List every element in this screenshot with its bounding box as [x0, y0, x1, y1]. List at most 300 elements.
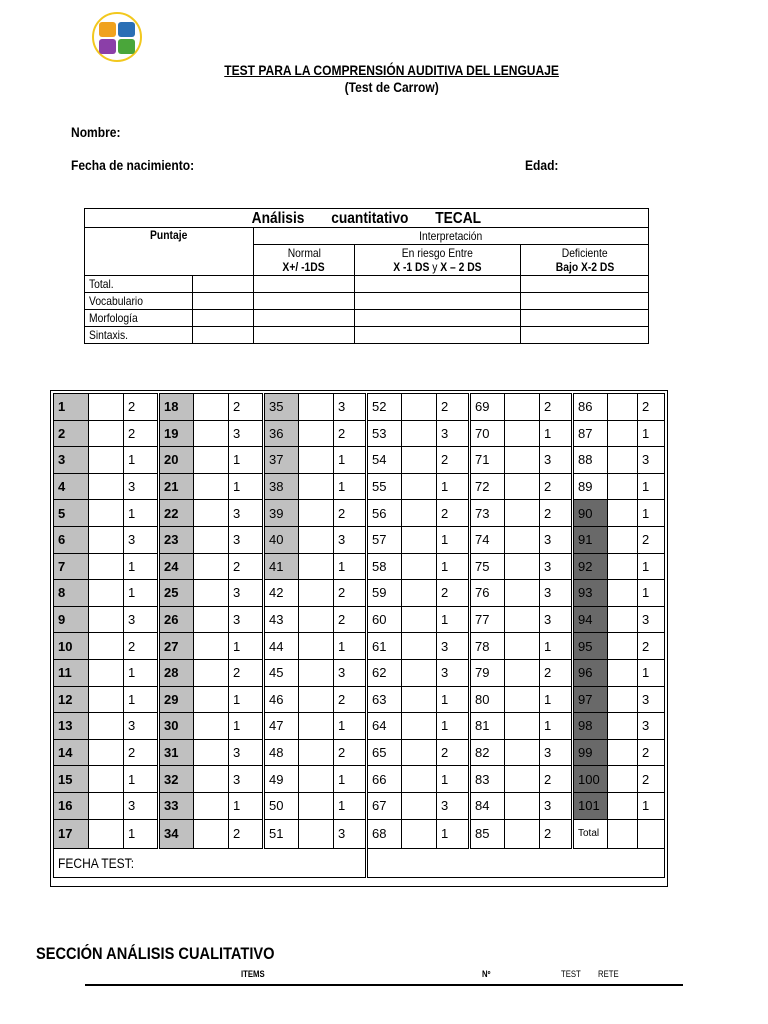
correct-option: 1 [638, 580, 665, 607]
correct-option: 2 [540, 659, 573, 686]
answer-cell[interactable] [299, 766, 334, 793]
answer-cell[interactable] [608, 553, 638, 580]
correct-option: 1 [638, 792, 665, 819]
page-title: TEST PARA LA COMPRENSIÓN AUDITIVA DEL LENGUAJE [224, 62, 560, 78]
answer-cell[interactable] [608, 473, 638, 500]
answer-cell[interactable] [505, 553, 540, 580]
answer-cell[interactable] [402, 500, 437, 527]
answer-cell[interactable] [505, 394, 540, 421]
item-number: 92 [573, 553, 608, 580]
answer-cell[interactable] [402, 739, 437, 766]
analysis-input-cell[interactable] [355, 293, 521, 310]
correct-option: 1 [334, 766, 367, 793]
item-number: 98 [573, 713, 608, 740]
answer-cell[interactable] [608, 500, 638, 527]
answer-cell[interactable] [89, 394, 124, 421]
answer-cell[interactable] [402, 606, 437, 633]
answer-cell[interactable] [402, 553, 437, 580]
item-number: 20 [159, 447, 194, 474]
correct-option: 2 [540, 766, 573, 793]
logo-book-icon [118, 22, 135, 37]
item-number: 29 [159, 686, 194, 713]
analysis-table [84, 208, 649, 344]
item-number: 83 [470, 766, 505, 793]
answer-cell[interactable] [194, 526, 229, 553]
answer-cell[interactable] [194, 473, 229, 500]
correct-option: 2 [638, 633, 665, 660]
correct-option: 1 [124, 553, 159, 580]
correct-option: 2 [638, 766, 665, 793]
analysis-input-cell[interactable] [193, 276, 254, 293]
analysis-input-cell[interactable] [355, 310, 521, 327]
correct-option: 1 [638, 553, 665, 580]
answer-cell[interactable] [608, 686, 638, 713]
riesgo-header: En riesgo Entre X -1 DS y X – 2 DS [355, 245, 521, 276]
correct-option: 2 [437, 394, 470, 421]
correct-option: 1 [437, 766, 470, 793]
item-number: 61 [367, 633, 402, 660]
answer-cell[interactable] [505, 792, 540, 819]
answer-cell[interactable] [402, 659, 437, 686]
correct-option: 2 [229, 819, 264, 848]
answer-cell[interactable] [89, 713, 124, 740]
grid-row [54, 500, 665, 527]
item-number: 86 [573, 394, 608, 421]
answer-cell[interactable] [299, 792, 334, 819]
item-number: 100 [573, 766, 608, 793]
fecha-nacimiento-label: Fecha de nacimiento: [71, 157, 195, 173]
correct-option: 2 [334, 500, 367, 527]
correct-option: 3 [229, 526, 264, 553]
answer-cell[interactable] [89, 792, 124, 819]
answer-cell[interactable] [505, 633, 540, 660]
correct-option: 3 [229, 606, 264, 633]
analysis-input-cell[interactable] [521, 327, 649, 344]
total-label: Total [573, 819, 608, 848]
item-number: 70 [470, 420, 505, 447]
grid-row [54, 713, 665, 740]
answer-cell[interactable] [402, 713, 437, 740]
correct-option: 3 [437, 792, 470, 819]
item-number: 88 [573, 447, 608, 474]
correct-option: 2 [229, 553, 264, 580]
correct-option: 2 [638, 739, 665, 766]
answer-cell[interactable] [299, 526, 334, 553]
correct-option: 1 [124, 447, 159, 474]
item-number: 81 [470, 713, 505, 740]
answer-cell[interactable] [89, 526, 124, 553]
correct-option: 3 [540, 739, 573, 766]
answer-cell[interactable] [299, 633, 334, 660]
item-number: 38 [264, 473, 299, 500]
answer-cell[interactable] [402, 792, 437, 819]
item-number: 94 [573, 606, 608, 633]
item-number: 54 [367, 447, 402, 474]
analysis-row [85, 276, 649, 293]
item-number: 63 [367, 686, 402, 713]
correct-option: 3 [229, 739, 264, 766]
item-number: 18 [159, 394, 194, 421]
analysis-input-cell[interactable] [254, 276, 355, 293]
correct-option: 1 [334, 633, 367, 660]
correct-option: 1 [229, 473, 264, 500]
item-number: 12 [54, 686, 89, 713]
answer-cell[interactable] [299, 420, 334, 447]
item-number: 52 [367, 394, 402, 421]
grid-row [54, 526, 665, 553]
item-number: 6 [54, 526, 89, 553]
page-subtitle: (Test de Carrow) [344, 79, 440, 95]
answer-cell[interactable] [505, 500, 540, 527]
analysis-heading: Análisis cuantitativo TECAL [85, 209, 649, 228]
item-number: 58 [367, 553, 402, 580]
answer-cell[interactable] [194, 606, 229, 633]
correct-option: 2 [437, 447, 470, 474]
answer-cell[interactable] [299, 473, 334, 500]
answer-cell[interactable] [194, 713, 229, 740]
item-number: 53 [367, 420, 402, 447]
answer-cell[interactable] [505, 659, 540, 686]
item-number: 2 [54, 420, 89, 447]
correct-option: 2 [124, 420, 159, 447]
score-grid-table [53, 393, 665, 878]
item-number: 30 [159, 713, 194, 740]
analysis-input-cell[interactable] [254, 293, 355, 310]
answer-cell[interactable] [608, 766, 638, 793]
answer-cell[interactable] [402, 766, 437, 793]
item-number: 74 [470, 526, 505, 553]
answer-cell[interactable] [194, 739, 229, 766]
answer-cell[interactable] [299, 580, 334, 607]
answer-cell[interactable] [299, 553, 334, 580]
answer-cell[interactable] [89, 580, 124, 607]
correct-option: 3 [124, 792, 159, 819]
correct-option: 2 [229, 659, 264, 686]
correct-option: 3 [229, 580, 264, 607]
rete-header: RETE [598, 969, 619, 979]
item-number: 59 [367, 580, 402, 607]
correct-option: 3 [437, 659, 470, 686]
item-number: 78 [470, 633, 505, 660]
correct-option: 3 [638, 447, 665, 474]
correct-option: 1 [334, 447, 367, 474]
answer-cell[interactable] [608, 713, 638, 740]
deficiente-header: Deficiente Bajo X-2 DS [521, 245, 649, 276]
analysis-row-label: Total. [85, 276, 193, 293]
answer-cell[interactable] [608, 792, 638, 819]
correct-option: 1 [638, 420, 665, 447]
item-number: 35 [264, 394, 299, 421]
cualitativo-title: SECCIÓN ANÁLISIS CUALITATIVO [36, 944, 275, 963]
item-number: 3 [54, 447, 89, 474]
correct-option: 2 [334, 686, 367, 713]
answer-cell[interactable] [89, 500, 124, 527]
answer-cell[interactable] [608, 526, 638, 553]
analysis-input-cell[interactable] [355, 276, 521, 293]
score-grid [50, 390, 668, 887]
grid-row [54, 819, 665, 848]
answer-cell[interactable] [194, 633, 229, 660]
correct-option: 1 [437, 473, 470, 500]
answer-cell[interactable] [402, 580, 437, 607]
item-number: 41 [264, 553, 299, 580]
item-number: 69 [470, 394, 505, 421]
correct-option: 2 [437, 739, 470, 766]
answer-cell[interactable] [608, 447, 638, 474]
item-number: 99 [573, 739, 608, 766]
answer-cell[interactable] [194, 394, 229, 421]
answer-cell[interactable] [299, 659, 334, 686]
answer-cell[interactable] [608, 633, 638, 660]
item-number: 65 [367, 739, 402, 766]
analysis-row-label: Sintaxis. [85, 327, 193, 344]
correct-option: 2 [124, 739, 159, 766]
item-number: 43 [264, 606, 299, 633]
answer-cell[interactable] [299, 447, 334, 474]
grid-row [54, 633, 665, 660]
answer-cell[interactable] [505, 606, 540, 633]
grid-row [54, 606, 665, 633]
analysis-input-cell[interactable] [521, 293, 649, 310]
answer-cell[interactable] [194, 792, 229, 819]
item-number: 42 [264, 580, 299, 607]
answer-cell[interactable] [402, 473, 437, 500]
item-number: 49 [264, 766, 299, 793]
correct-option: 3 [437, 420, 470, 447]
item-number: 13 [54, 713, 89, 740]
fecha-test-value[interactable] [367, 848, 665, 877]
item-number: 101 [573, 792, 608, 819]
correct-option: 1 [437, 553, 470, 580]
item-number: 27 [159, 633, 194, 660]
correct-option: 1 [334, 713, 367, 740]
answer-cell[interactable] [505, 447, 540, 474]
answer-cell[interactable] [89, 633, 124, 660]
item-number: 60 [367, 606, 402, 633]
analysis-input-cell[interactable] [193, 293, 254, 310]
answer-cell[interactable] [194, 553, 229, 580]
item-number: 36 [264, 420, 299, 447]
correct-option: 1 [334, 473, 367, 500]
answer-cell[interactable] [505, 526, 540, 553]
answer-cell[interactable] [505, 686, 540, 713]
item-number: 85 [470, 819, 505, 848]
correct-option: 3 [229, 500, 264, 527]
analysis-input-cell[interactable] [521, 276, 649, 293]
grid-row [54, 686, 665, 713]
answer-cell[interactable] [299, 713, 334, 740]
answer-cell[interactable] [299, 739, 334, 766]
answer-cell[interactable] [402, 447, 437, 474]
correct-option: 1 [437, 819, 470, 848]
item-number: 56 [367, 500, 402, 527]
answer-cell[interactable] [608, 606, 638, 633]
correct-option: 3 [124, 473, 159, 500]
correct-option: 3 [229, 420, 264, 447]
correct-option: 2 [334, 420, 367, 447]
analysis-input-cell[interactable] [521, 310, 649, 327]
correct-option: 3 [334, 819, 367, 848]
grid-row [54, 553, 665, 580]
item-number: 17 [54, 819, 89, 848]
answer-cell[interactable] [505, 819, 540, 848]
answer-cell[interactable] [402, 819, 437, 848]
correct-option: 2 [334, 606, 367, 633]
correct-option: 3 [124, 713, 159, 740]
item-number: 97 [573, 686, 608, 713]
fecha-test-cell: FECHA TEST: [54, 848, 367, 877]
answer-cell[interactable] [505, 420, 540, 447]
item-number: 40 [264, 526, 299, 553]
item-number: 64 [367, 713, 402, 740]
answer-cell[interactable] [299, 686, 334, 713]
correct-option: 2 [540, 473, 573, 500]
answer-cell[interactable] [89, 739, 124, 766]
logo-hands-icon [99, 39, 116, 54]
correct-option: 1 [437, 606, 470, 633]
answer-cell[interactable] [194, 659, 229, 686]
correct-option: 3 [638, 713, 665, 740]
numero-header: Nº [482, 969, 491, 979]
answer-cell[interactable] [194, 500, 229, 527]
correct-option: 3 [540, 447, 573, 474]
correct-option: 2 [124, 633, 159, 660]
answer-cell[interactable] [608, 394, 638, 421]
item-number: 50 [264, 792, 299, 819]
answer-cell[interactable] [608, 580, 638, 607]
answer-cell[interactable] [89, 819, 124, 848]
interpretacion-header: Interpretación [254, 228, 649, 245]
item-number: 90 [573, 500, 608, 527]
item-number: 71 [470, 447, 505, 474]
analysis-input-cell[interactable] [193, 310, 254, 327]
answer-cell[interactable] [608, 420, 638, 447]
answer-cell[interactable] [89, 606, 124, 633]
answer-cell[interactable] [505, 580, 540, 607]
answer-cell[interactable] [89, 420, 124, 447]
correct-option: 3 [334, 394, 367, 421]
answer-cell[interactable] [505, 766, 540, 793]
answer-cell[interactable] [89, 686, 124, 713]
item-number: 5 [54, 500, 89, 527]
item-number: 32 [159, 766, 194, 793]
item-number: 76 [470, 580, 505, 607]
test-header: TEST [561, 969, 581, 979]
correct-option: 1 [124, 686, 159, 713]
answer-cell[interactable] [402, 420, 437, 447]
correct-option: 3 [638, 606, 665, 633]
puntaje-header: Puntaje [85, 228, 254, 276]
item-number: 79 [470, 659, 505, 686]
grid-row [54, 766, 665, 793]
analysis-input-cell[interactable] [254, 310, 355, 327]
correct-option: 3 [229, 766, 264, 793]
answer-cell[interactable] [402, 686, 437, 713]
answer-cell[interactable] [89, 553, 124, 580]
answer-cell[interactable] [402, 526, 437, 553]
correct-option: 1 [229, 713, 264, 740]
item-number: 48 [264, 739, 299, 766]
answer-cell[interactable] [194, 819, 229, 848]
answer-cell[interactable] [608, 659, 638, 686]
item-number: 80 [470, 686, 505, 713]
cualitativo-rule [85, 984, 683, 986]
item-number: 47 [264, 713, 299, 740]
correct-option: 3 [124, 526, 159, 553]
item-number: 72 [470, 473, 505, 500]
correct-option: 3 [540, 526, 573, 553]
item-number: 96 [573, 659, 608, 686]
correct-option: 2 [540, 500, 573, 527]
answer-cell[interactable] [299, 500, 334, 527]
answer-cell[interactable] [89, 447, 124, 474]
answer-cell[interactable] [402, 633, 437, 660]
item-number: 25 [159, 580, 194, 607]
answer-cell[interactable] [194, 420, 229, 447]
item-number: 16 [54, 792, 89, 819]
answer-cell[interactable] [194, 447, 229, 474]
answer-cell[interactable] [299, 606, 334, 633]
grid-row [54, 792, 665, 819]
answer-cell[interactable] [194, 580, 229, 607]
answer-cell[interactable] [608, 739, 638, 766]
answer-cell[interactable] [299, 394, 334, 421]
answer-cell[interactable] [89, 766, 124, 793]
correct-option: 1 [437, 526, 470, 553]
correct-option: 1 [540, 420, 573, 447]
correct-option: 3 [540, 553, 573, 580]
answer-cell[interactable] [299, 819, 334, 848]
correct-option: 1 [124, 766, 159, 793]
item-number: 23 [159, 526, 194, 553]
item-number: 77 [470, 606, 505, 633]
item-number: 8 [54, 580, 89, 607]
correct-option: 1 [540, 633, 573, 660]
answer-cell[interactable] [89, 659, 124, 686]
answer-cell[interactable] [505, 473, 540, 500]
correct-option [638, 819, 665, 848]
correct-option: 2 [638, 526, 665, 553]
answer-cell[interactable] [505, 713, 540, 740]
correct-option: 3 [437, 633, 470, 660]
answer-cell[interactable] [402, 394, 437, 421]
answer-cell[interactable] [505, 739, 540, 766]
item-number: 84 [470, 792, 505, 819]
item-number: 68 [367, 819, 402, 848]
item-number: 62 [367, 659, 402, 686]
analysis-row [85, 310, 649, 327]
answer-cell[interactable] [194, 766, 229, 793]
analysis-input-cell[interactable] [254, 327, 355, 344]
answer-cell[interactable] [608, 819, 638, 848]
item-number: 14 [54, 739, 89, 766]
answer-cell[interactable] [194, 686, 229, 713]
edad-label: Edad: [525, 157, 559, 173]
correct-option: 1 [540, 713, 573, 740]
correct-option: 2 [540, 819, 573, 848]
correct-option: 1 [229, 792, 264, 819]
item-number: 33 [159, 792, 194, 819]
item-number: 22 [159, 500, 194, 527]
analysis-input-cell[interactable] [193, 327, 254, 344]
analysis-input-cell[interactable] [355, 327, 521, 344]
item-number: 89 [573, 473, 608, 500]
item-number: 10 [54, 633, 89, 660]
correct-option: 2 [334, 580, 367, 607]
correct-option: 2 [334, 739, 367, 766]
answer-cell[interactable] [89, 473, 124, 500]
item-number: 67 [367, 792, 402, 819]
